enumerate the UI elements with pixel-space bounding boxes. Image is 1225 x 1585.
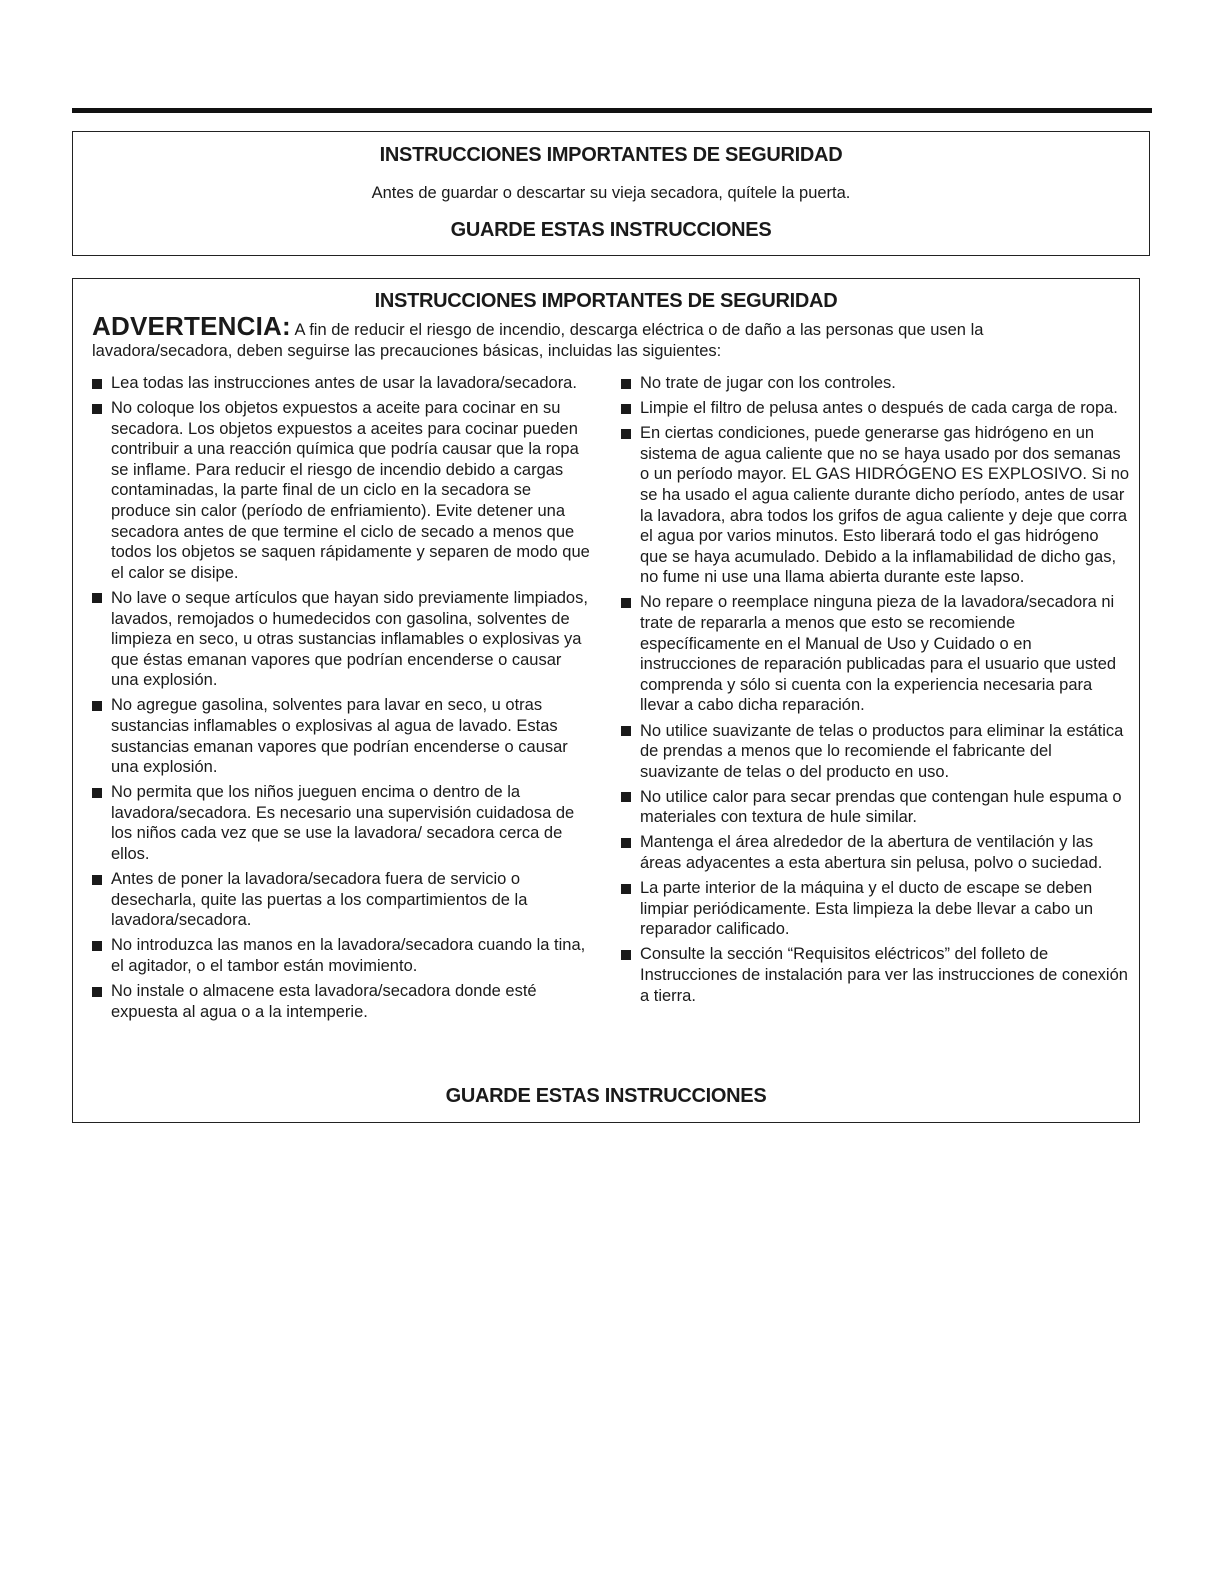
- bullet-square-icon: [92, 941, 102, 951]
- bullet-square-icon: [621, 404, 631, 414]
- list-item: Antes de poner la lavadora/secadora fuera de servicio o desecharla, quite las puertas a los compartimientos de la lavadora/secadora.: [91, 869, 591, 931]
- bullet-square-icon: [92, 593, 102, 603]
- bullet-square-icon: [621, 598, 631, 608]
- instructions-heading: INSTRUCCIONES IMPORTANTES DE SEGURIDAD: [374, 290, 838, 312]
- bullet-square-icon: [92, 788, 102, 798]
- bullet-square-icon: [92, 404, 102, 414]
- list-item: No utilice suavizante de telas o productos para eliminar la estática de prendas a menos que lo recomiende el fabricante del suavizante de telas o del producto en uso.: [620, 721, 1130, 783]
- bullet-square-icon: [621, 726, 631, 736]
- list-item: No agregue gasolina, solventes para lavar en seco, u otras sustancias inflamables o explosivas al agua de lavado. Estas sustancias emanan vapores que podrían encenderse o causar una explosión.: [91, 695, 591, 777]
- safety-notice-box: [72, 131, 1150, 256]
- list-item: No utilice calor para secar prendas que contengan hule espuma o materiales con textura de hule similar.: [620, 787, 1130, 828]
- right-column: [620, 373, 1130, 1011]
- list-item: La parte interior de la máquina y el ducto de escape se deben limpiar periódicamente. Esta limpieza la debe llevar a cabo un reparador calificado.: [620, 878, 1130, 940]
- list-item: No introduzca las manos en la lavadora/secadora cuando la tina, el agitador, o el tambor están movimiento.: [91, 935, 591, 976]
- notice-footer: GUARDE ESTAS INSTRUCCIONES: [450, 219, 772, 241]
- bullet-square-icon: [621, 792, 631, 802]
- bullet-square-icon: [621, 838, 631, 848]
- list-item: Consulte la sección “Requisitos eléctricos” del folleto de Instrucciones de instalación para ver las instrucciones de conexión a tierra.: [620, 944, 1130, 1006]
- list-item: No coloque los objetos expuestos a aceite para cocinar en su secadora. Los objetos expuestos a aceites para cocinar pueden contribuir a una reacción química que podría causar que la ropa se inflame. Para reducir el riesgo de incendio debido a cargas contaminadas, la parte final de un ciclo en la secadora se produce sin calor (período de enfriamiento). Evite detener una secadora antes de que termine el ciclo de secado a menos que todos los objetos se saquen rápidamente y separen de modo que el calor se disipe.: [91, 398, 591, 583]
- bullet-square-icon: [92, 875, 102, 885]
- list-item: Limpie el filtro de pelusa antes o después de cada carga de ropa.: [620, 398, 1130, 419]
- list-item: No repare o reemplace ninguna pieza de la lavadora/secadora ni trate de repararla a menos que esto se recomiende específicamente en el Manual de Uso y Cuidado o en instrucciones de reparación publicadas para el usuario que usted comprenda y sólo si cuenta con la experiencia necesaria para llevar a cabo dicha reparación.: [620, 592, 1130, 716]
- left-column: [91, 373, 591, 1027]
- list-item: No instale o almacene esta lavadora/secadora donde esté expuesta al agua o a la intemperie.: [91, 981, 591, 1022]
- list-item: No lave o seque artículos que hayan sido previamente limpiados, lavados, remojados o humedecidos con gasolina, solventes de limpieza en seco, u otras sustancias inflamables o explosivas ya que éstas emanan vapores que podrían encenderse o causar una explosión.: [91, 588, 591, 691]
- instructions-footer: GUARDE ESTAS INSTRUCCIONES: [445, 1085, 767, 1107]
- bullet-square-icon: [92, 701, 102, 711]
- top-rule: [72, 108, 1152, 113]
- warning-label: ADVERTENCIA:: [92, 311, 291, 341]
- bullet-square-icon: [621, 950, 631, 960]
- warning-text: A fin de reducir el riesgo de incendio, descarga eléctrica o de daño a las personas que usen la lavadora/secadora, deben seguirse las precauciones básicas, incluidas las siguientes:: [92, 321, 984, 360]
- bullet-square-icon: [621, 884, 631, 894]
- notice-text: Antes de guardar o descartar su vieja secadora, quítele la puerta.: [371, 184, 851, 202]
- list-item: No trate de jugar con los controles.: [620, 373, 1130, 394]
- notice-heading: INSTRUCCIONES IMPORTANTES DE SEGURIDAD: [379, 144, 843, 166]
- list-item: No permita que los niños jueguen encima o dentro de la lavadora/secadora. Es necesario una supervisión cuidadosa de los niños cada vez que se use la lavadora/ secadora cerca de ellos.: [91, 782, 591, 864]
- list-item: Lea todas las instrucciones antes de usar la lavadora/secadora.: [91, 373, 591, 394]
- bullet-square-icon: [92, 379, 102, 389]
- list-item: En ciertas condiciones, puede generarse gas hidrógeno en un sistema de agua caliente que no se haya usado por dos semanas o un período mayor. EL GAS HIDRÓGENO ES EXPLOSIVO. Si no se ha usado el agua caliente durante dicho período, antes de usar la lavadora, abra todos los grifos de agua caliente y deje que corra el agua por varios minutos. Esto liberará todo el gas hidrógeno que se haya acumulado. Debido a la inflamabilidad de dicho gas, no fume ni use una llama abierta durante este lapso.: [620, 423, 1130, 588]
- list-item: Mantenga el área alrededor de la abertura de ventilación y las áreas adyacentes a esta abertura sin pelusa, polvo o suciedad.: [620, 832, 1130, 873]
- bullet-square-icon: [621, 379, 631, 389]
- bullet-square-icon: [92, 987, 102, 997]
- bullet-square-icon: [621, 429, 631, 439]
- warning-paragraph: [92, 311, 1112, 362]
- safety-instructions-box: [72, 278, 1140, 1123]
